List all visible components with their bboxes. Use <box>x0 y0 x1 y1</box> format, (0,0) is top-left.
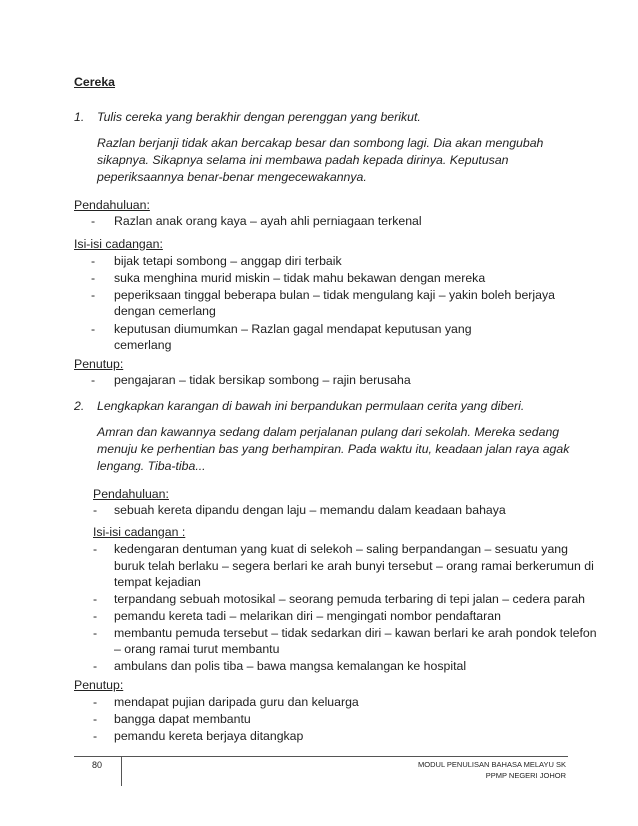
q1-isi-item: bijak tetapi sombong – anggap diri terbaik <box>114 254 342 268</box>
q2-pendahuluan-item: sebuah kereta dipandu dengan laju – memandu dalam keadaan bahaya <box>114 503 506 517</box>
q2-penutup-item: bangga dapat membantu <box>114 712 251 726</box>
bullet-dash: - <box>93 609 98 623</box>
bullet-dash: - <box>93 503 98 517</box>
q2-number: 2. <box>74 399 85 413</box>
q1-isi-label: Isi-isi cadangan: <box>74 237 163 251</box>
q1-penutup-item: pengajaran – tidak bersikap sombong – rajin berusaha <box>114 373 411 387</box>
bullet-dash: - <box>91 322 96 336</box>
bullet-dash: - <box>93 729 98 743</box>
q2-penutup-item: mendapat pujian daripada guru dan keluarga <box>114 695 359 709</box>
q2-isi-item-cont: tempat kejadian <box>114 575 201 589</box>
q1-isi-item: peperiksaan tinggal beberapa bulan – tidak mengulang kaji – yakin boleh berjaya <box>114 288 555 302</box>
q1-isi-item-cont: cemerlang <box>114 338 172 352</box>
q2-prompt: Lengkapkan karangan di bawah ini berpandukan permulaan cerita yang diberi. <box>97 399 525 413</box>
bullet-dash: - <box>91 373 96 387</box>
q1-passage-line: Razlan berjanji tidak akan bercakap besar dan sombong lagi. Dia akan mengubah <box>97 136 544 150</box>
q1-passage-line: sikapnya. Sikapnya selama ini membawa padah kepada dirinya. Keputusan <box>97 153 509 167</box>
q2-isi-item-cont: buruk telah berlaku – segera berlari ke arah bunyi tersebut – orang ramai berkerumun di <box>114 559 594 573</box>
q1-number: 1. <box>74 110 85 124</box>
q1-passage-line: peperiksaannya benar-benar mengecewakannya. <box>97 170 367 184</box>
q2-isi-label: Isi-isi cadangan : <box>93 525 186 539</box>
bullet-dash: - <box>93 659 98 673</box>
footer-page-separator <box>121 756 122 786</box>
section-title: Cereka <box>74 75 116 89</box>
bullet-dash: - <box>93 712 98 726</box>
q1-pendahuluan-label: Pendahuluan: <box>74 198 150 212</box>
q1-pendahuluan-item: Razlan anak orang kaya – ayah ahli perniagaan terkenal <box>114 214 422 228</box>
bullet-dash: - <box>93 542 98 556</box>
q2-isi-item-cont: – orang ramai turut membantu <box>114 642 280 656</box>
bullet-dash: - <box>91 214 96 228</box>
q2-isi-item: kedengaran dentuman yang kuat di selekoh – saling berpandangan – sesuatu yang <box>114 542 568 556</box>
q2-passage-line: menuju ke perhentian bas yang berhampiran. Pada waktu itu, keadaan jalan raya agak <box>97 442 570 456</box>
bullet-dash: - <box>93 626 98 640</box>
bullet-dash: - <box>93 695 98 709</box>
bullet-dash: - <box>91 271 96 285</box>
q1-penutup-label: Penutup: <box>74 357 124 371</box>
q1-isi-item: suka menghina murid miskin – tidak mahu bekawan dengan mereka <box>114 271 486 285</box>
q2-passage-line: lengang. Tiba-tiba... <box>97 459 206 473</box>
q2-penutup-label: Penutup: <box>74 678 124 692</box>
bullet-dash: - <box>91 288 96 302</box>
q2-isi-item: pemandu kereta tadi – melarikan diri – mengingati nombor pendaftaran <box>114 609 501 623</box>
q2-penutup-item: pemandu kereta berjaya ditangkap <box>114 729 304 743</box>
bullet-dash: - <box>91 254 96 268</box>
footer-divider <box>74 756 568 757</box>
q1-isi-item-cont: dengan cemerlang <box>114 304 216 318</box>
q1-prompt: Tulis cereka yang berakhir dengan perenggan yang berikut. <box>97 110 421 124</box>
bullet-dash: - <box>93 592 98 606</box>
footer-page-number: 80 <box>92 760 103 770</box>
footer-organization: PPMP NEGERI JOHOR <box>485 771 566 780</box>
q2-isi-item: terpandang sebuah motosikal – seorang pemuda terbaring di tepi jalan – cedera parah <box>114 592 586 606</box>
q2-isi-item: ambulans dan polis tiba – bawa mangsa kemalangan ke hospital <box>114 659 467 673</box>
q2-pendahuluan-label: Pendahuluan: <box>93 487 169 501</box>
q2-passage-line: Amran dan kawannya sedang dalam perjalanan pulang dari sekolah. Mereka sedang <box>97 425 560 439</box>
q1-isi-item: keputusan diumumkan – Razlan gagal mendapat keputusan yang <box>114 322 472 336</box>
q2-isi-item: membantu pemuda tersebut – tidak sedarkan diri – kawan berlari ke arah pondok telefon <box>114 626 597 640</box>
footer-module-title: MODUL PENULISAN BAHASA MELAYU SK <box>418 760 566 769</box>
